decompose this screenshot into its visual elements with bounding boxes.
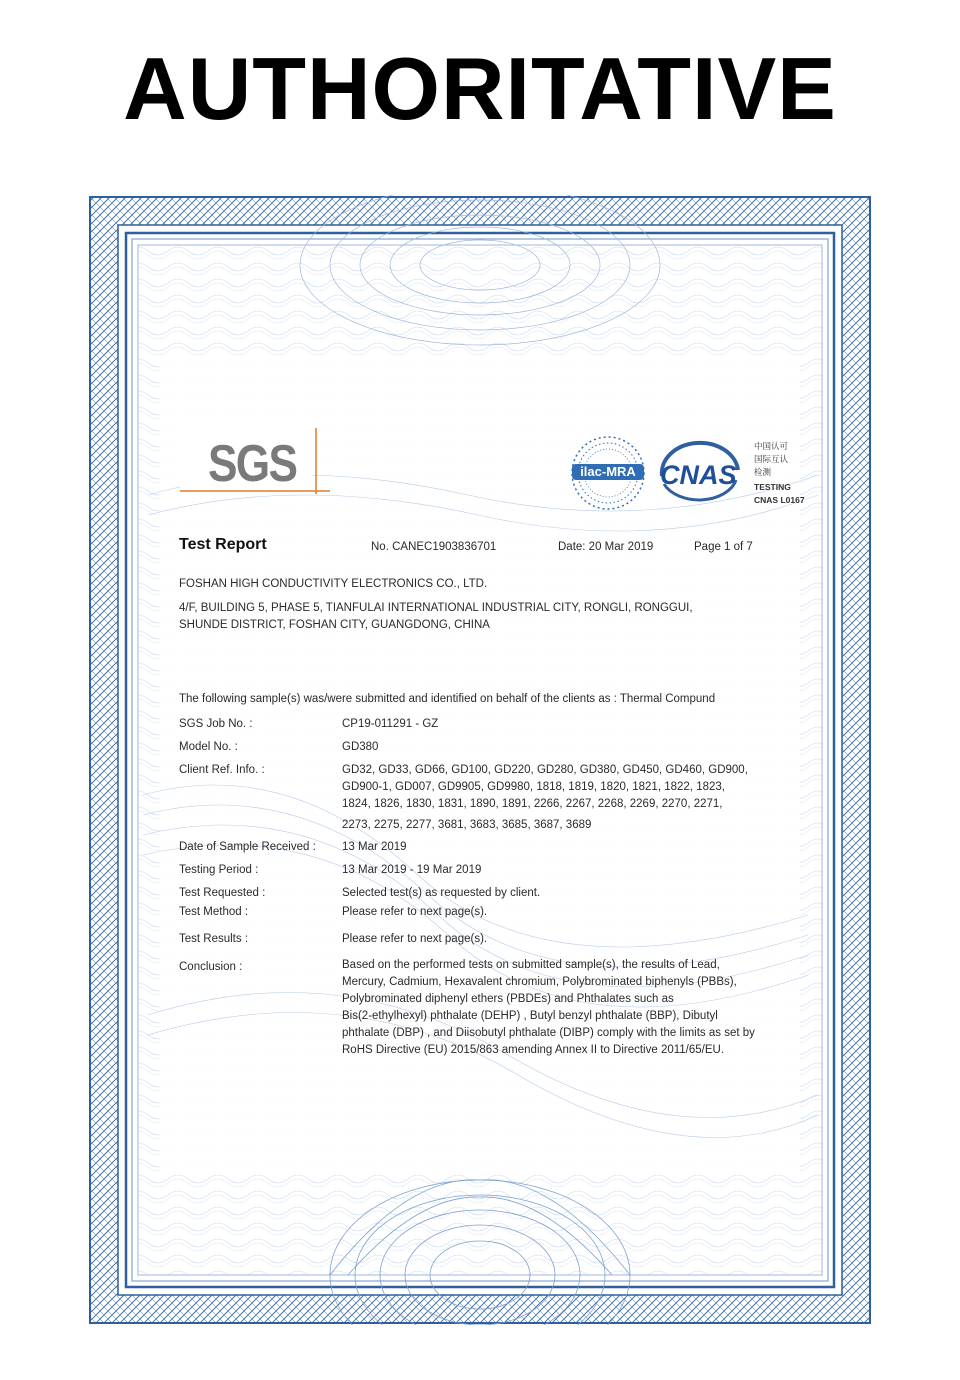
sample-intro: The following sample(s) was/were submitted and identified on behalf of the clients as : Thermal Compund [179, 693, 716, 705]
sgs-logo-text: SGS [208, 435, 297, 493]
report-title: Test Report [179, 536, 267, 553]
period-label: Testing Period : [179, 864, 259, 876]
results-label: Test Results : [179, 933, 249, 945]
client-line3: 1824, 1826, 1830, 1831, 1890, 1891, 2266, 2267, 2268, 2269, 2270, 2271, [342, 798, 723, 810]
cnas-logo-text: CNAS [660, 460, 737, 490]
job-value: CP19-011291 - GZ [342, 718, 439, 730]
received-label: Date of Sample Received : [179, 841, 316, 853]
conclusion-line1: Based on the performed tests on submitted sample(s), the results of Lead, [342, 959, 720, 971]
cnas-cn-line2: 国际互认 [754, 454, 789, 464]
period-value: 13 Mar 2019 - 19 Mar 2019 [342, 864, 482, 876]
conclusion-line3: Polybrominated diphenyl ethers (PBDEs) and Phthalates such as [342, 993, 674, 1005]
client-line1: GD32, GD33, GD66, GD100, GD220, GD280, GD380, GD450, GD460, GD900, [342, 764, 748, 776]
requested-label: Test Requested : [179, 887, 266, 899]
model-value: GD380 [342, 741, 379, 753]
cnas-cn-line3: 检测 [754, 467, 772, 477]
sgs-logo [180, 428, 330, 494]
method-label: Test Method : [179, 906, 249, 918]
cnas-testing: TESTING [754, 482, 791, 492]
cnas-cn-line1: 中国认可 [754, 441, 789, 451]
method-value: Please refer to next page(s). [342, 906, 488, 918]
company-address-line1: 4/F, BUILDING 5, PHASE 5, TIANFULAI INTERNATIONAL INDUSTRIAL CITY, RONGLI, RONGGUI, [179, 602, 693, 614]
certificate [88, 195, 872, 1325]
report-date: Date: 20 Mar 2019 [558, 541, 654, 553]
job-label: SGS Job No. : [179, 718, 253, 730]
report-number: No. CANEC1903836701 [371, 541, 497, 553]
conclusion-line2: Mercury, Cadmium, Hexavalent chromium, Polybrominated biphenyls (PBBs), [342, 976, 737, 988]
client-line2: GD900-1, GD007, GD9905, GD9980, 1818, 1819, 1820, 1821, 1822, 1823, [342, 781, 725, 793]
cnas-logo [654, 440, 746, 506]
conclusion-line6: RoHS Directive (EU) 2015/863 amending Annex II to Directive 2011/65/EU. [342, 1044, 725, 1056]
certificate-border [88, 195, 872, 1325]
conclusion-line5: phthalate (DBP) , and Diisobutyl phthalate (DIBP) comply with the limits as set by [342, 1027, 755, 1039]
conclusion-line4: Bis(2-ethylhexyl) phthalate (DEHP) , Butyl benzyl phthalate (BBP), Dibutyl [342, 1010, 718, 1022]
conclusion-label: Conclusion : [179, 961, 243, 973]
ilac-mra-logo [568, 433, 648, 513]
company-address-line2: SHUNDE DISTRICT, FOSHAN CITY, GUANGDONG, CHINA [179, 619, 490, 631]
cnas-code: CNAS L0167 [754, 495, 805, 505]
company-name: FOSHAN HIGH CONDUCTIVITY ELECTRONICS CO., LTD. [179, 578, 488, 590]
received-value: 13 Mar 2019 [342, 841, 407, 853]
client-label: Client Ref. Info. : [179, 764, 265, 776]
client-line4: 2273, 2275, 2277, 3681, 3683, 3685, 3687, 3689 [342, 819, 592, 831]
ilac-mra-text: ilac-MRA [572, 464, 644, 480]
requested-value: Selected test(s) as requested by client. [342, 887, 541, 899]
page-banner-title: AUTHORITATIVE [123, 39, 837, 138]
model-label: Model No. : [179, 741, 238, 753]
report-page: Page 1 of 7 [694, 541, 753, 553]
results-value: Please refer to next page(s). [342, 933, 488, 945]
